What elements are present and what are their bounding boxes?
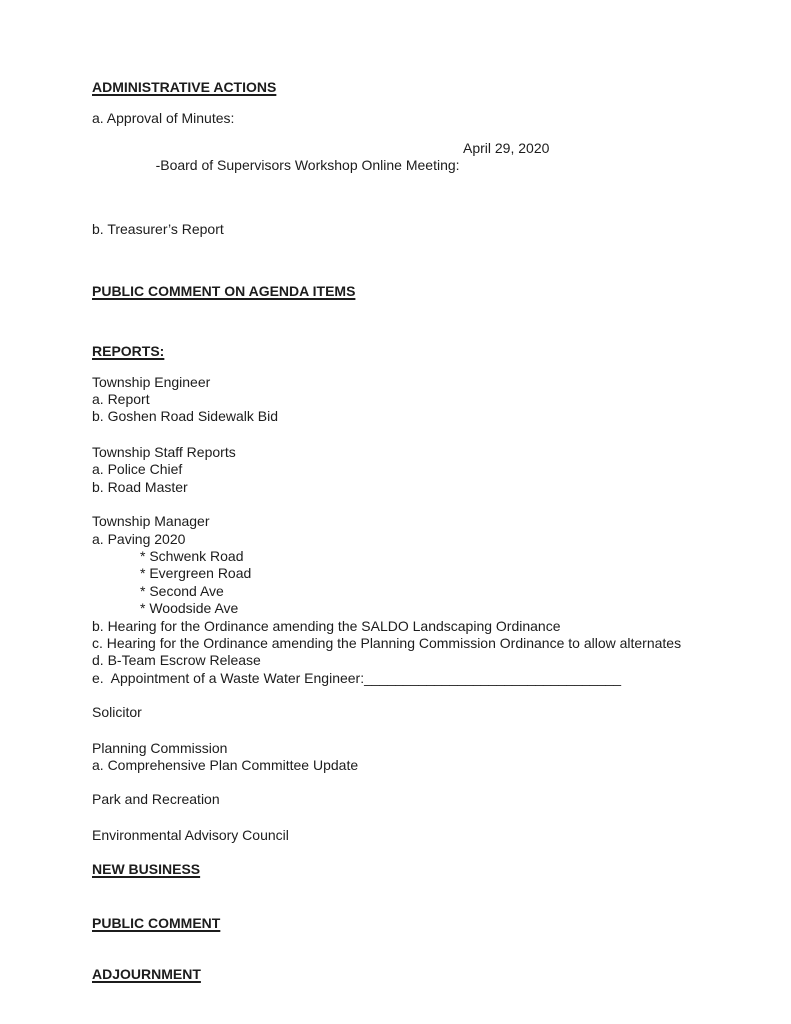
group-title-township-engineer: Township Engineer [92, 373, 211, 390]
paving-road-schwenk: * Schwenk Road [140, 547, 244, 564]
item-township-engineer-report: a. Report [92, 391, 150, 408]
group-township-staff-reports [92, 444, 751, 496]
group-title-planning-commission: Planning Commission [92, 739, 228, 756]
section-heading-public-comment-agenda-items: PUBLIC COMMENT ON AGENDA ITEMS [92, 282, 356, 299]
group-title-solicitor: Solicitor [92, 704, 142, 721]
section-heading-reports: REPORTS: [92, 343, 165, 360]
item-saldo-landscaping-hearing: b. Hearing for the Ordinance amending the SALDO Landscaping Ordinance [92, 617, 561, 634]
minutes-meeting-date: April 29, 2020 [463, 139, 550, 156]
item-comprehensive-plan-committee-update: a. Comprehensive Plan Committee Update [92, 756, 359, 773]
item-paving-2020: a. Paving 2020 [92, 530, 186, 547]
section-heading-adjournment: ADJOURNMENT [92, 966, 201, 982]
paving-road-evergreen: * Evergreen Road [140, 565, 252, 582]
group-title-environmental-advisory-council: Environmental Advisory Council [92, 826, 289, 843]
item-goshen-road-sidewalk-bid: b. Goshen Road Sidewalk Bid [92, 408, 278, 425]
item-bteam-escrow-release: d. B-Team Escrow Release [92, 652, 261, 669]
paving-road-second-ave: * Second Ave [140, 582, 224, 599]
item-police-chief: a. Police Chief [92, 461, 183, 478]
group-planning-commission [92, 740, 751, 775]
item-minutes-meeting-line [92, 140, 751, 210]
item-treasurers-report: b. Treasurer’s Report [92, 221, 224, 238]
group-title-township-staff-reports: Township Staff Reports [92, 443, 236, 460]
group-title-park-and-recreation: Park and Recreation [92, 791, 220, 808]
group-title-township-manager: Township Manager [92, 513, 210, 530]
item-road-master: b. Road Master [92, 478, 188, 495]
section-heading-new-business: NEW BUSINESS [92, 861, 201, 878]
item-waste-water-engineer-appointment: e. Appointment of a Waste Water Engineer:_________________________________ [92, 669, 622, 686]
section-heading-public-comment: PUBLIC COMMENT [92, 914, 221, 931]
item-approval-of-minutes: a. Approval of Minutes: [92, 110, 235, 127]
group-township-engineer [92, 374, 751, 426]
minutes-meeting-label: -Board of Supervisors Workshop Online Meeting: [155, 157, 460, 174]
item-planning-commission-ordinance-hearing: c. Hearing for the Ordinance amending the Planning Commission Ordinance to allow alternates [92, 634, 682, 651]
group-township-manager [92, 513, 751, 687]
paving-road-woodside-ave: * Woodside Ave [140, 600, 239, 617]
section-heading-administrative-actions: ADMINISTRATIVE ACTIONS [92, 79, 277, 95]
